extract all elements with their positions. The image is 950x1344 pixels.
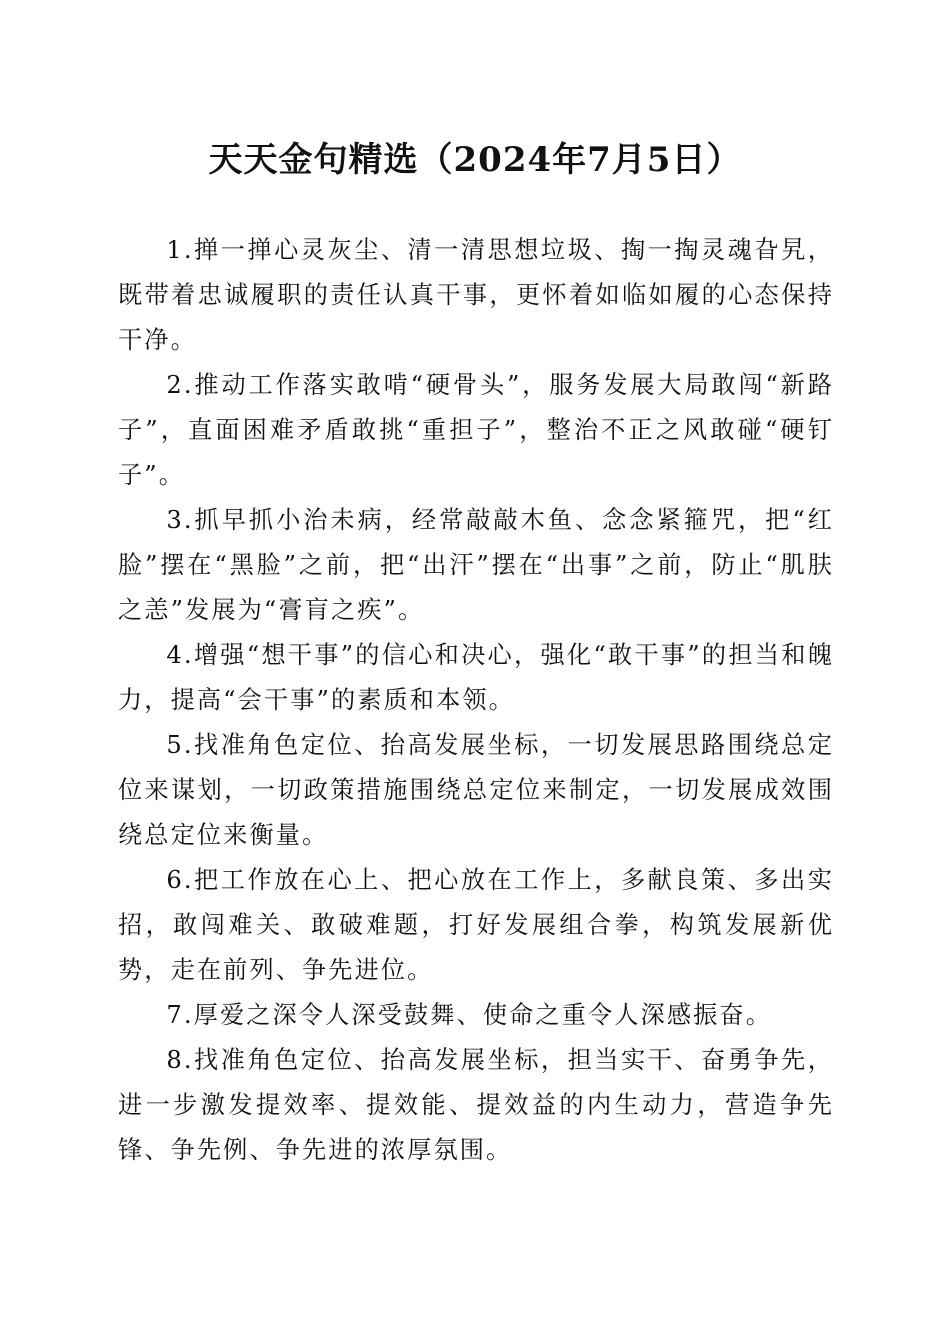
paragraph-5: 5.找准角色定位、抬高发展坐标，一切发展思路围绕总定位来谋划，一切政策措施围绕总定位来制定，一切发展成效围绕总定位来衡量。: [118, 731, 834, 849]
paragraph-3: 3.抓早抓小治未病，经常敲敲木鱼、念念紧箍咒，把“红脸”摆在“黑脸”之前，把“出汗”摆在“出事”之前，防止“肌肤之恙”发展为“膏肓之疾”。: [118, 506, 834, 624]
document-body: [118, 228, 834, 1173]
paragraph-8: 8.找准角色定位、抬高发展坐标，担当实干、奋勇争先，进一步激发提效率、提效能、提效益的内生动力，营造争先锋、争先例、争先进的浓厚氛围。: [118, 1046, 834, 1164]
paragraph-7: 7.厚爱之深令人深受鼓舞、使命之重令人深感振奋。: [166, 1001, 772, 1029]
paragraph-4: 4.增强“想干事”的信心和决心，强化“敢干事”的担当和魄力，提高“会干事”的素质和本领。: [118, 641, 834, 714]
paragraph-6: 6.把工作放在心上、把心放在工作上，多献良策、多出实招，敢闯难关、敢破难题，打好发展组合拳，构筑发展新优势，走在前列、争先进位。: [118, 866, 834, 984]
paragraph-2: 2.推动工作落实敢啃“硬骨头”，服务发展大局敢闯“新路子”，直面困难矛盾敢挑“重担子”，整治不正之风敢碰“硬钉子”。: [118, 371, 834, 489]
paragraph-1: 1.掸一掸心灵灰尘、清一清思想垃圾、掏一掏灵魂旮旯，既带着忠诚履职的责任认真干事，更怀着如临如履的心态保持干净。: [118, 236, 834, 354]
document-title: 天天金句精选（2024年7月5日）: [208, 140, 742, 180]
